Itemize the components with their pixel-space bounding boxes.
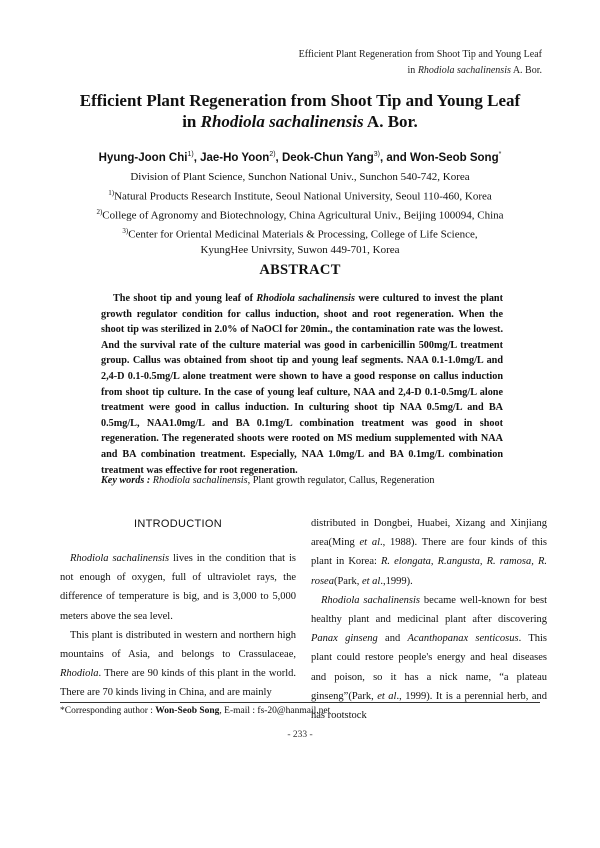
running-head-line2: in Rhodiola sachalinensis A. Bor. [407, 65, 542, 76]
footnote-divider [60, 702, 540, 703]
left-column [60, 514, 296, 703]
title-line1: Efficient Plant Regeneration from Shoot Tip and Young Leaf [79, 91, 521, 110]
affiliation-line: $^{3)}$Center for Oriental Medicinal Materials & Processing, College of Life Science, [122, 226, 478, 241]
paragraph: Rhodiola sachalinensis lives in the condition that is not enough of oxygen, full of ultraviolet rays, the difference of temperature is big, and is 3,000 to 5,000 meters above the sea level. [60, 553, 296, 622]
affiliations [40, 170, 560, 258]
keywords-species: Rhodiola sachalinensis [152, 475, 248, 486]
affiliation-line: $^{1)}$Natural Products Research Institute, Seoul National University, Seoul 110-460, Korea [108, 188, 492, 203]
paragraph: Rhodiola sachalinensis became well-known for best healthy plant and medicinal plant after discovering Panax ginseng and Acanthopanax senticosus. This plant could restore people's energy and heal diseases and poison, so it has a nick name, “a plateau ginseng”(Park, et al., 1999). It is a perennial herb, and has rootstock [311, 594, 547, 722]
corresponding-author-footnote: *Corresponding author : Won-Seob Song, E-mail : fs-20@hanmail.net [60, 706, 331, 716]
footnote-email: , E-mail : fs-20@hanmail.net [219, 706, 331, 716]
page-number: - 233 - [287, 730, 313, 740]
keywords-label: Key words : [101, 475, 151, 486]
paragraph: This plant is distributed in western and northern high mountains of Asia, and belongs to Crassulaceae, Rhodiola. There are 90 kinds of this plant in the world. There are 70 kinds living in China, and are mainly [60, 629, 296, 699]
affiliation-line: KyungHee Univrsity, Suwon 449-701, Korea [200, 243, 400, 256]
paper-title [40, 90, 560, 132]
author-name: Won-Seob Song [410, 151, 499, 164]
paragraph: distributed in Dongbei, Huabei, Xizang and Xinjiang area(Ming et al., 1988). There are four kinds of this plant in Korea: R. elongata, R.angusta, R. ramosa, R. rosea(Park, et al.,1999). [311, 518, 547, 587]
introduction-heading: INTRODUCTION [134, 518, 222, 530]
author-name: Hyung-Joon Chi [98, 151, 188, 164]
running-head-line1: Efficient Plant Regeneration from Shoot Tip and Young Leaf [298, 49, 542, 60]
author-mark: 2) [269, 151, 276, 158]
author-name: Deok-Chun Yang [281, 151, 374, 164]
author-list: Hyung-Joon Chi$^{1)}$, Jae-Ho Yoon$^{2)}$, Deok-Chun Yang$^{3)}$, and Won-Seob Song* [98, 151, 502, 164]
keywords: Key words : Rhodiola sachalinensis, Plant growth regulator, Callus, Regeneration [101, 475, 435, 486]
running-head [299, 47, 542, 79]
running-head-species: Rhodiola sachalinensis [417, 65, 511, 76]
title-line2: in Rhodiola sachalinensis A. Bor. [182, 112, 418, 131]
abstract-body: The shoot tip and young leaf of Rhodiola sachalinensis were cultured to invest the plant growth regulator condition for callus induction, shoot and root regeneration. When the shoot tip was sterilized in 2.0% of NaOCl for 20min., the contamination rate was the lowest. And the survival rate of the culture material was good in carbenicillin 500mg/L treatment group. Callus was obtained from shoot tip and young leaf segments. NAA 0.1-1.0mg/L and 2,4-D 0.1-0.5mg/L alone treatment were shown to have a good response on callus induction from shoot tip culture. In the case of young leaf culture, NAA and 2,4-D 0.1-0.5mg/L alone treatment were good in callus induction. In culturing shoot tip NAA 0.5mg/L and BA 0.5mg/L, NAA1.0mg/L and BA 0.1mg/L combination treatment was good in shoot regeneration. The regenerated shoots were rooted on MS medium supplemented with NAA and BA combination treatment. Especially, NAA 1.0mg/L and BA 0.1mg/L combination treatment was effective for root regeneration. [101, 293, 503, 476]
author-name: Jae-Ho Yoon [200, 151, 270, 164]
affiliation-line: $^{2)}$College of Agronomy and Biotechnology, China Agricultural Univ., Beijing 100094, China [96, 207, 504, 222]
affiliation-line: Division of Plant Science, Sunchon National Univ., Sunchon 540-742, Korea [130, 171, 470, 183]
author-mark: 1) [187, 151, 194, 158]
title-species: Rhodiola sachalinensis [200, 112, 364, 131]
abstract-heading: ABSTRACT [259, 262, 341, 278]
abstract-species: Rhodiola sachalinensis [256, 293, 355, 304]
corresponding-author-name: Won-Seob Song [155, 706, 220, 716]
right-column [311, 514, 547, 725]
author-mark: * [498, 151, 502, 158]
author-mark: 3) [373, 151, 380, 158]
